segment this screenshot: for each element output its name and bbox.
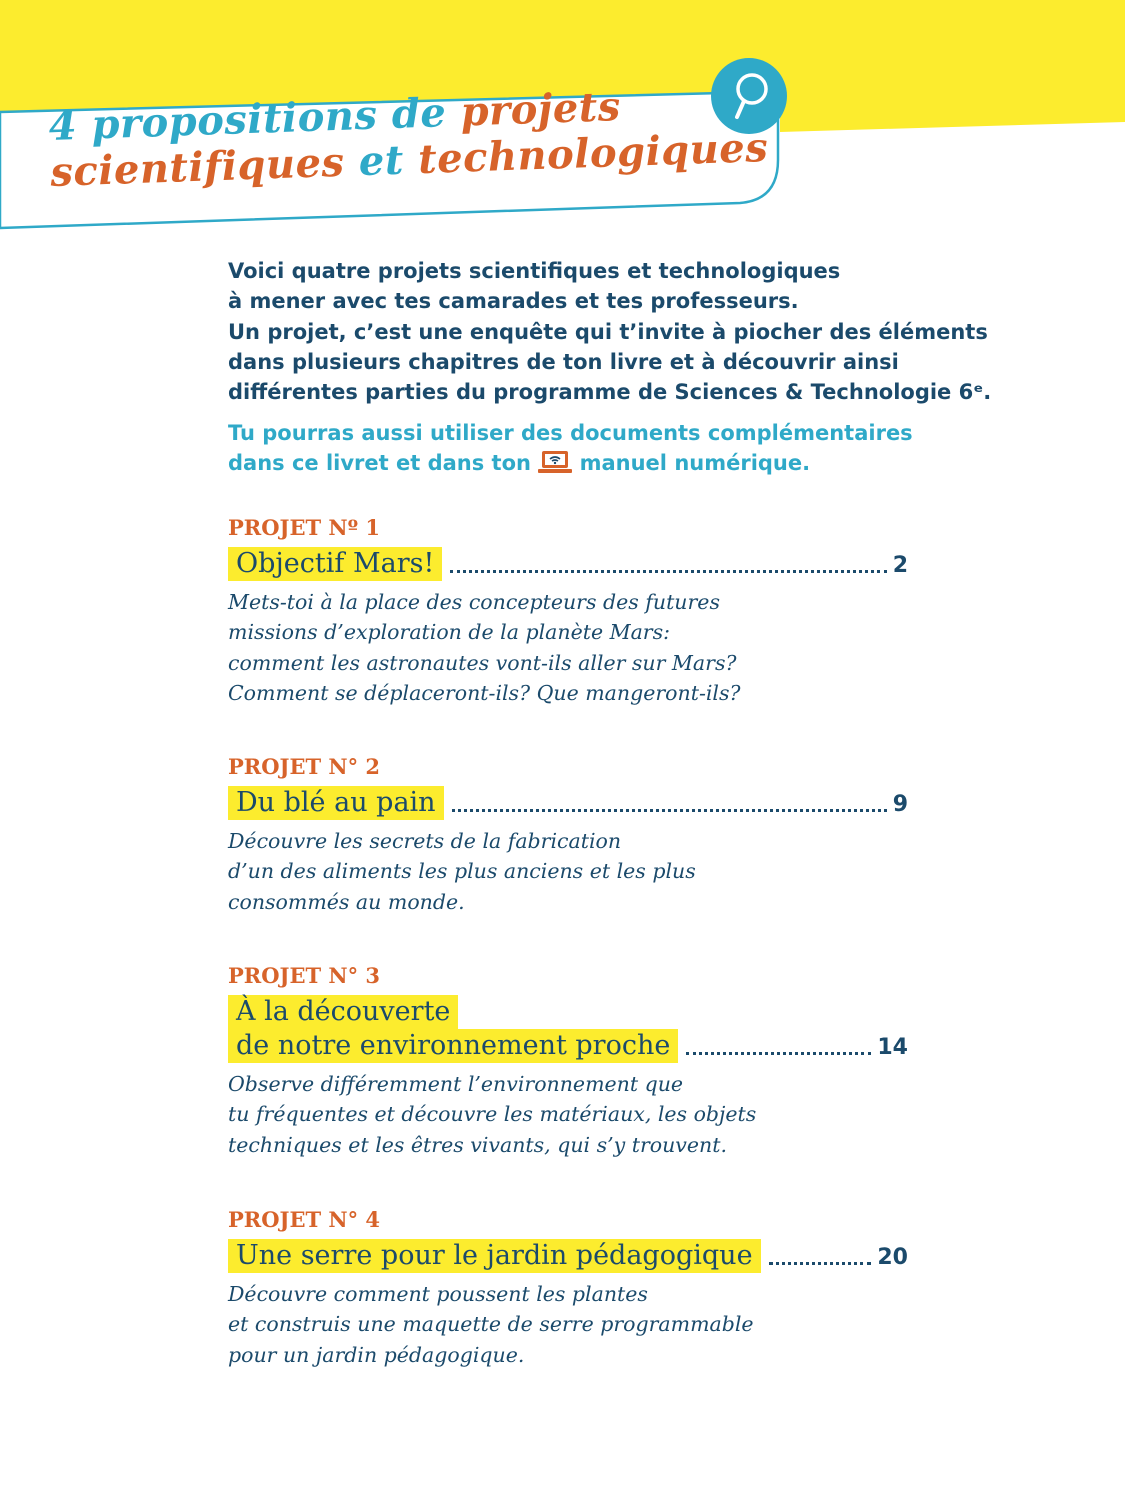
project-title: Objectif Mars!	[228, 547, 442, 581]
page-number: 14	[877, 1035, 908, 1060]
project-3: PROJET N° 3 À la découverte de notre environnement proche 14 Observe différemment l’environnement que tu fréquentes et découvre les matériaux, les objets techniques et les êtres vivants, qui s’y trouvent.	[228, 961, 908, 1160]
project-title: de notre environnement proche	[228, 1029, 678, 1063]
page-title: 4 propositions de projets scientifiques et technologiques	[47, 83, 769, 196]
laptop-wifi-icon	[538, 450, 572, 474]
page-number: 9	[892, 792, 908, 817]
project-description: Mets-toi à la place des concepteurs des futures missions d’exploration de la planète Mars: comment les astronautes vont-ils aller sur Mars? Comment se déplaceront-ils? Que mangeront-ils?	[228, 590, 741, 705]
dot-leader	[769, 1262, 872, 1265]
dot-leader	[686, 1052, 871, 1055]
toc-entry[interactable]	[228, 547, 908, 581]
toc-entry[interactable]	[228, 995, 908, 1063]
dot-leader	[450, 570, 886, 573]
intro-text: Voici quatre projets scientifiques et technologiques à mener avec tes camarades et tes professeurs. Un projet, c’est une enquête qui t’invite à piocher des éléments dans plusieurs chapitres de ton livre et à découvrir ainsi différentes parties du programme de Sciences & Technologie 6ᵉ.	[228, 259, 992, 405]
project-4: PROJET N° 4 Une serre pour le jardin pédagogique 20 Découvre comment poussent les plantes et construis une maquette de serre programmable pour un jardin pédagogique.	[228, 1205, 908, 1370]
project-description: Observe différemment l’environnement que tu fréquentes et découvre les matériaux, les objets techniques et les êtres vivants, qui s’y trouvent.	[228, 1072, 757, 1157]
project-title: Du blé au pain	[228, 786, 444, 820]
project-title: À la découverte	[228, 995, 458, 1029]
project-description: Découvre les secrets de la fabrication d’un des aliments les plus anciens et les plus consommés au monde.	[228, 829, 696, 914]
project-description: Découvre comment poussent les plantes et construis une maquette de serre programmable pour un jardin pédagogique.	[228, 1282, 754, 1367]
project-1: PROJET Nº 1 Objectif Mars! 2 Mets-toi à la place des concepteurs des futures missions d’exploration de la planète Mars: comment les astronautes vont-ils aller sur Mars? Comment se déplaceront-ils? Que mangeront-ils?	[228, 513, 908, 708]
toc-entry[interactable]	[228, 1239, 908, 1273]
page-number: 20	[877, 1245, 908, 1270]
project-title: Une serre pour le jardin pédagogique	[228, 1239, 761, 1273]
dot-leader	[452, 809, 887, 812]
digital-resources-note: Tu pourras aussi utiliser des documents complémentaires dans ce livret et dans ton manuel numérique.	[228, 421, 913, 475]
project-2: PROJET N° 2 Du blé au pain 9 Découvre les secrets de la fabrication d’un des aliments les plus anciens et les plus consommés au monde.	[228, 752, 908, 917]
page-number: 2	[892, 553, 908, 578]
toc-entry[interactable]	[228, 786, 908, 820]
